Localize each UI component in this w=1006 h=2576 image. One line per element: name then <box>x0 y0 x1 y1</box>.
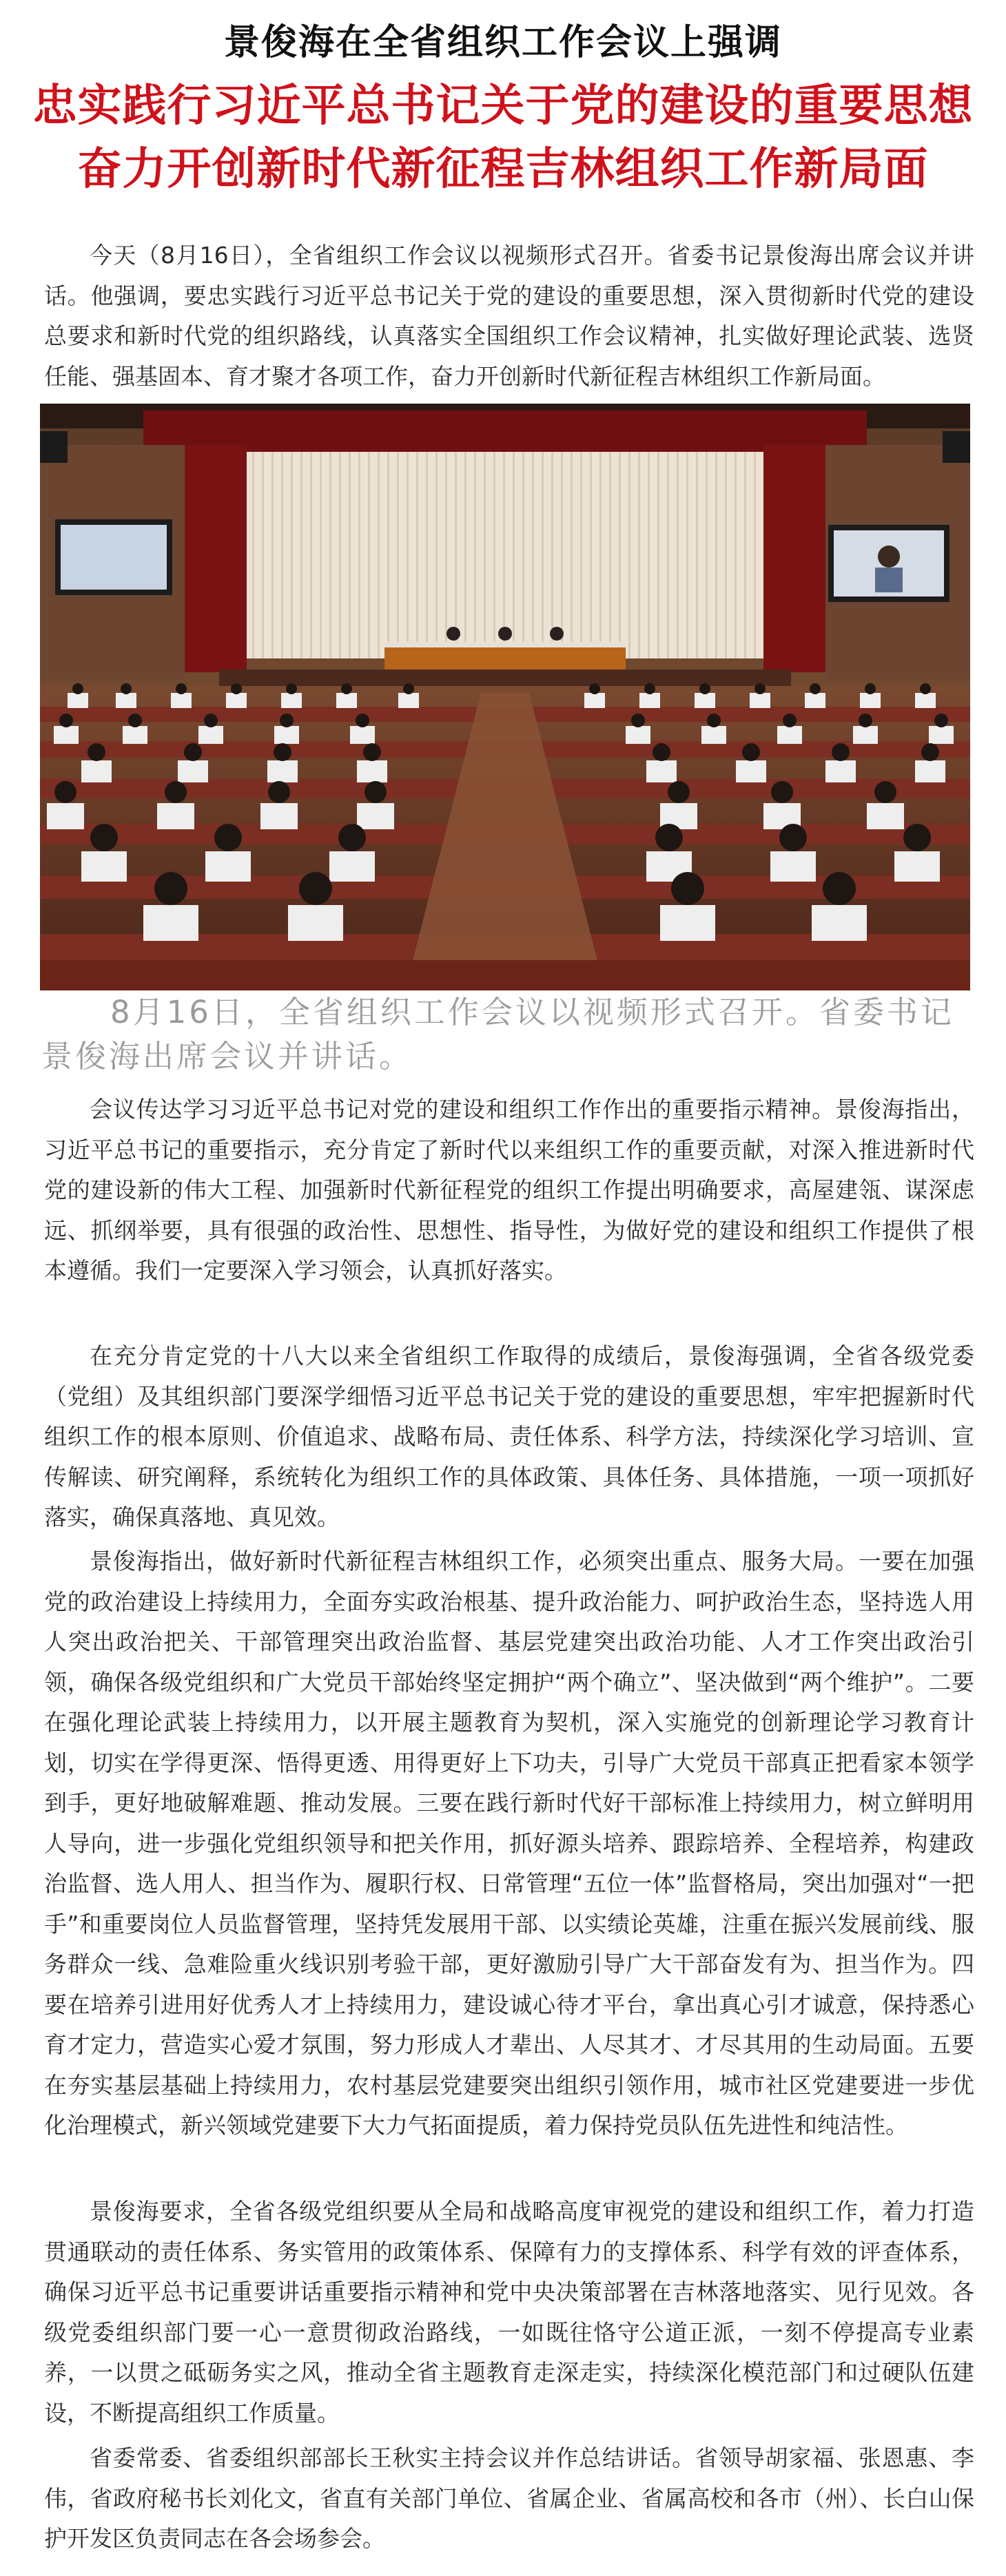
headline-line-1: 忠实践行习近平总书记关于党的建设的重要思想 <box>32 81 974 132</box>
photo-caption: 8月16日，全省组织工作会议以视频形式召开。省委书记景俊海出席会议并讲话。 <box>41 994 954 1074</box>
paragraph-6: 省委常委、省委组织部部长王秋实主持会议并作总结讲话。省领导胡家福、张恩惠、李伟，省政府秘书长刘化文，省直有关部门单位、省属企业、省属高校和各市（州）、长白山保护开发区负责同志在各会场参会。 <box>44 2444 974 2552</box>
paragraph-2: 会议传达学习习近平总书记对党的建设和组织工作作出的重要指示精神。景俊海指出，习近平总书记的重要指示，充分肯定了新时代以来组织工作的重要贡献，对深入推进新时代党的建设新的伟大工程、加强新时代新征程党的组织工作提出明确要求，高屋建瓴、谋深虑远、抓纲举要，具有很强的政治性、思想性、指导性，为做好党的建设和组织工作提供了根本遵循。我们一定要深入学习领会，认真抓好落实。 <box>44 1096 974 1284</box>
paragraph-1: 今天（8月16日），全省组织工作会议以视频形式召开。省委书记景俊海出席会议并讲话。他强调，要忠实践行习近平总书记关于党的建设的重要思想，深入贯彻新时代党的建设总要求和新时代党的组织路线，认真落实全国组织工作会议精神，扎实做好理论武装、选贤任能、强基固本、育才聚才各项工作，奋力开创新时代新征程吉林组织工作新局面。 <box>44 242 974 390</box>
paragraph-3: 在充分肯定党的十八大以来全省组织工作取得的成绩后，景俊海强调，全省各级党委（党组）及其组织部门要深学细悟习近平总书记关于党的建设的重要思想，牢牢把握新时代组织工作的根本原则、价值追求、战略布局、责任体系、科学方法，持续深化学习培训、宣传解读、研究阐释，系统转化为组织工作的具体政策、具体任务、具体措施，一项一项抓好落实，确保真落地、真见效。 <box>44 1342 974 1530</box>
paragraph-5: 景俊海要求，全省各级党组织要从全局和战略高度审视党的建设和组织工作，着力打造贯通联动的责任体系、务实管用的政策体系、保障有力的支撑体系、科学有效的评查体系，确保习近平总书记重要讲话重要指示精神和党中央决策部署在吉林落地落实、见行见效。各级党委组织部门要一心一意贯彻政治路线，一如既往恪守公道正派，一刻不停提高专业素养，一以贯之砥砺务实之风，推动全省主题教育走深走实，持续深化模范部门和过硬队伍建设，不断提高组织工作质量。 <box>44 2198 974 2427</box>
paragraph-4: 景俊海指出，做好新时代新征程吉林组织工作，必须突出重点、服务大局。一要在加强党的政治建设上持续用力，全面夯实政治根基、提升政治能力、呵护政治生态，坚持选人用人突出政治把关、干部管理突出政治监督、基层党建突出政治功能、人才工作突出政治引领，确保各级党组织和广大党员干部始终坚定拥护“两个确立”、坚决做到“两个维护”。二要在强化理论武装上持续用力，以开展主题教育为契机，深入实施党的创新理论学习教育计划，切实在学得更深、悟得更透、用得更好上下功夫，引导广大党员干部真正把看家本领学到手，更好地破解难题、推动发展。三要在践行新时代好干部标准上持续用力，树立鲜明用人导向，进一步强化党组织领导和把关作用，抓好源头培养、跟踪培养、全程培养，构建政治监督、选人用人、担当作为、履职行权、日常管理“五位一体”监督格局，突出加强对“一把手”和重要岗位人员监督管理，坚持凭发展用干部、以实绩论英雄，注重在振兴发展前线、服务群众一线、急难险重火线识别考验干部，更好激励引导广大干部奋发有为、担当作为。四要在培养引进用好优秀人才上持续用力，建设诚心待才平台，拿出真心引才诚意，保持悉心育才定力，营造实心爱才氛围，努力形成人才辈出、人尽其才、才尽其用的生动局面。五要在夯实基层基础上持续用力，农村基层党建要突出组织引领作用，城市社区党建要进一步优化治理模式，新兴领域党建要下大力气拓面提质，着力保持党员队伍先进性和纯洁性。 <box>44 1548 974 2139</box>
conference-hall-illustration <box>40 404 970 990</box>
meeting-photo <box>40 404 970 990</box>
headline-line-2: 奋力开创新时代新征程吉林组织工作新局面 <box>77 144 929 195</box>
article-subtitle: 景俊海在全省组织工作会议上强调 <box>223 21 782 63</box>
